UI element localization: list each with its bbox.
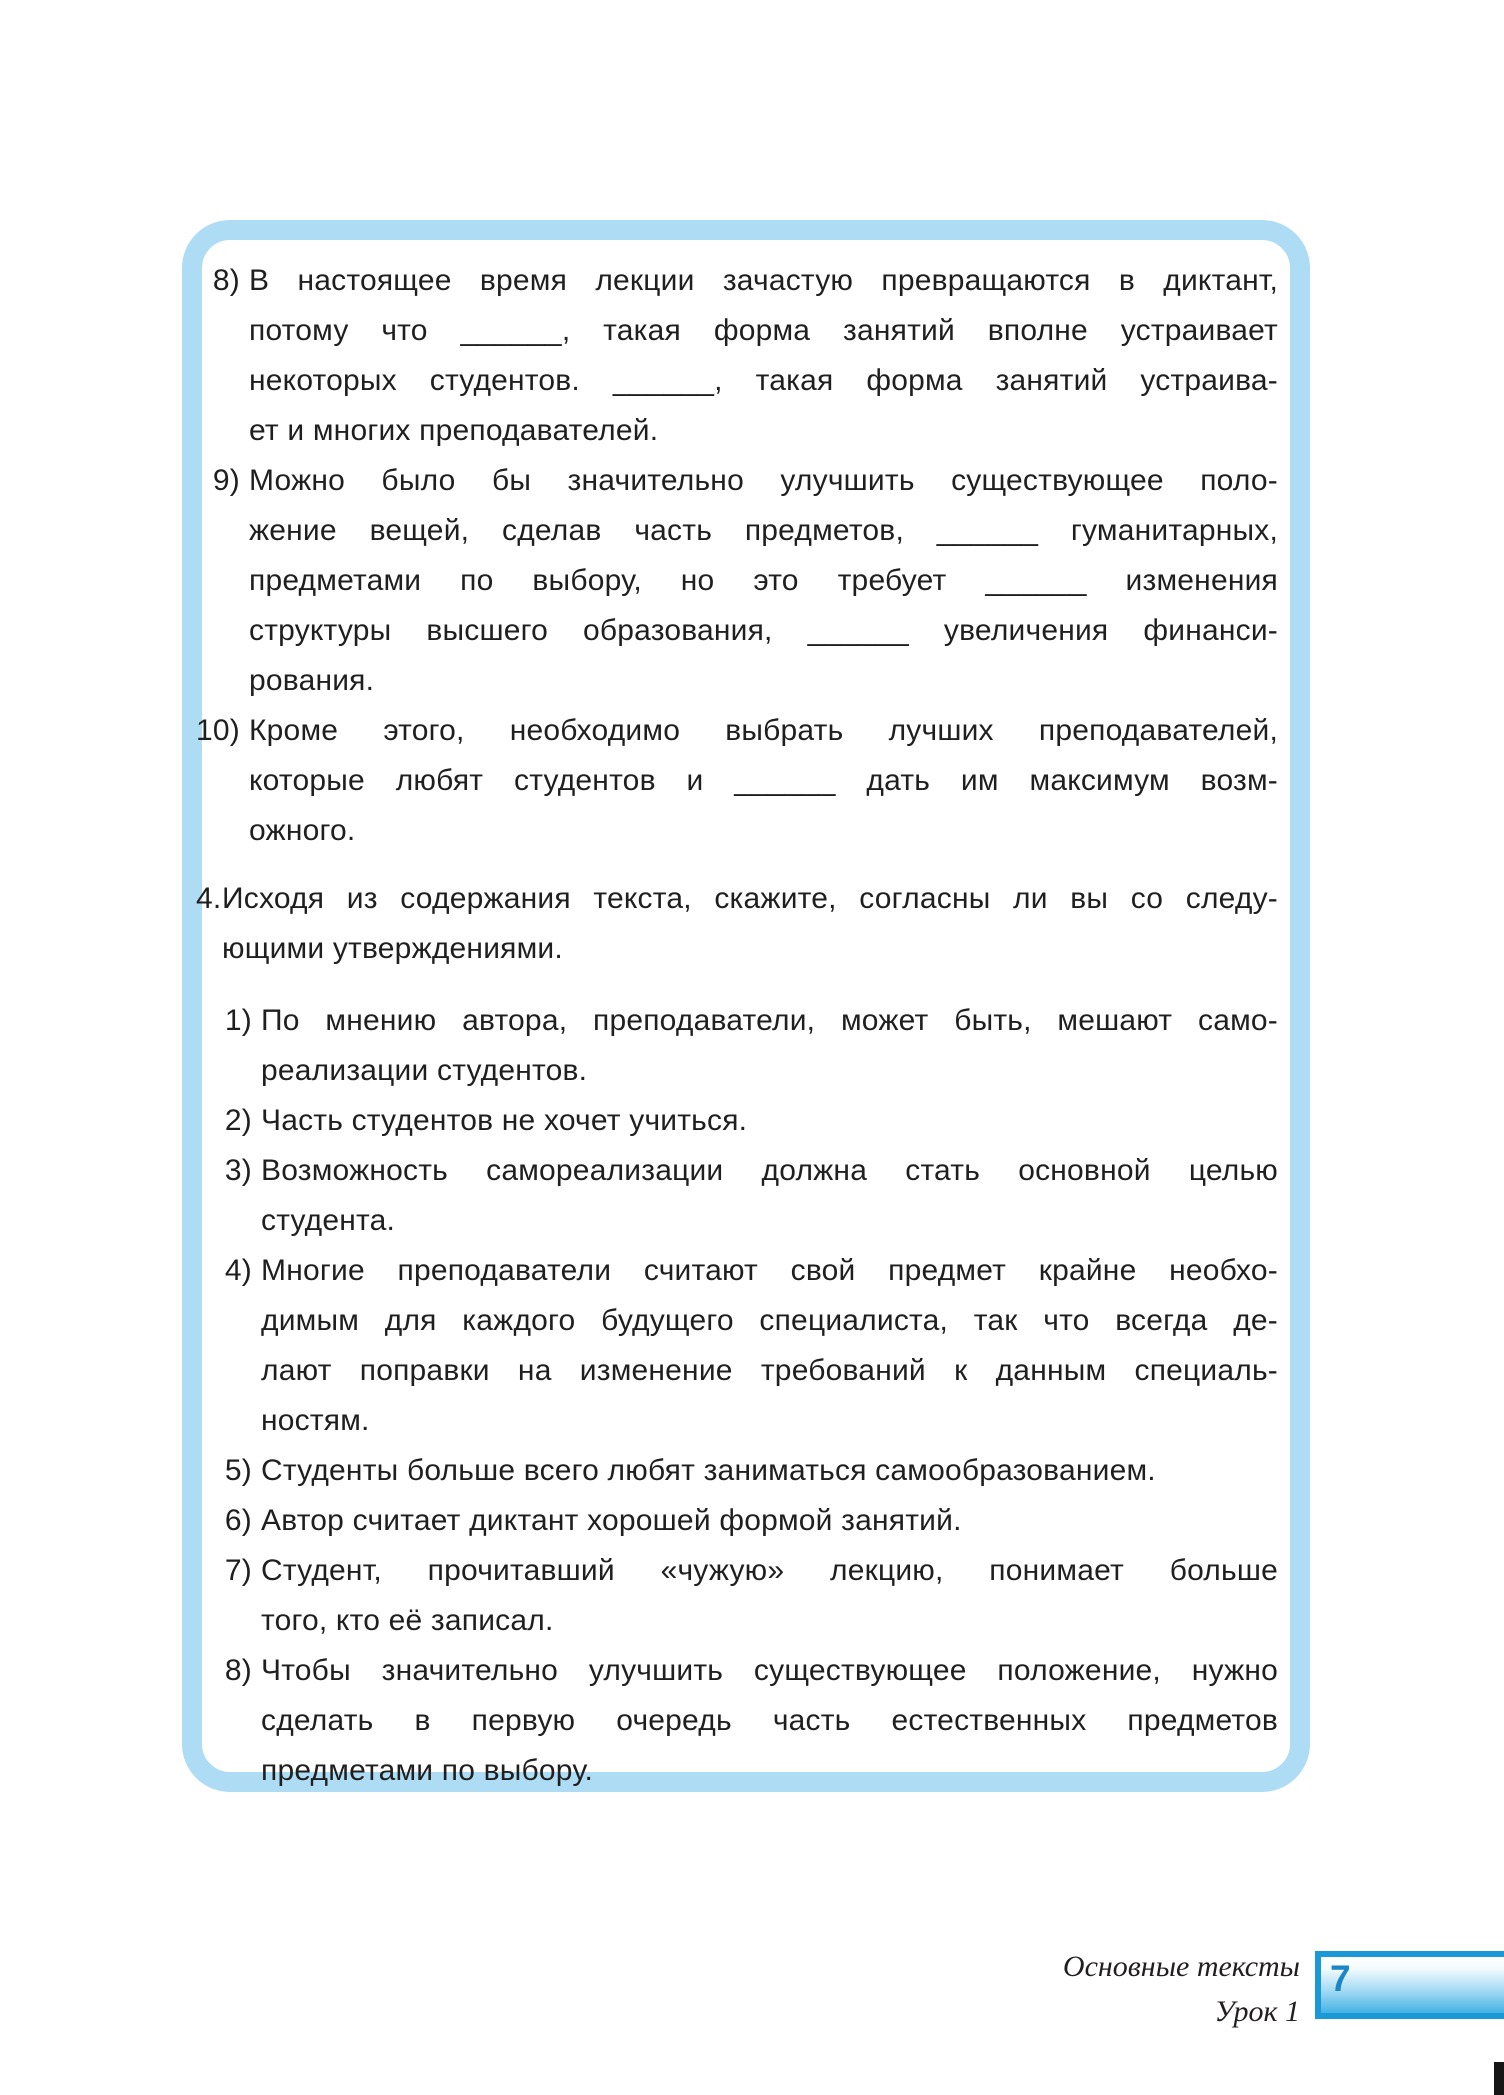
list-item (196, 1246, 1278, 1446)
list-item (196, 1496, 1278, 1546)
list-item (196, 706, 1278, 856)
text-line: реализации студентов. (261, 1054, 588, 1087)
item-number: 1) (224, 1004, 252, 1037)
fill-blank-items-list (196, 256, 1278, 856)
text-line: димым для каждого будущего специалиста, так что всегда де- (261, 1304, 1278, 1337)
item-lines (249, 256, 1278, 456)
item-number: 4) (224, 1254, 252, 1287)
item-number: 8) (212, 264, 240, 297)
text-line: лают поправки на изменение требований к данным специаль- (261, 1354, 1278, 1387)
list-item (196, 996, 1278, 1096)
text-line: сделать в первую очередь часть естественных предметов (261, 1704, 1278, 1737)
list-item (196, 1096, 1278, 1146)
text-line: Чтобы значительно улучшить существующее положение, нужно (261, 1654, 1278, 1687)
text-line: потому что ______, такая форма занятий вполне устраивает (249, 314, 1278, 347)
item-number: 8) (224, 1654, 252, 1687)
task-number: 4. (196, 882, 222, 915)
item-lines (261, 1096, 1278, 1146)
text-line: Студенты больше всего любят заниматься самообразованием. (261, 1454, 1156, 1487)
text-line: Многие преподаватели считают свой предмет крайне необхо- (261, 1254, 1278, 1287)
task-heading-lines (222, 874, 1278, 974)
page-number-badge (1315, 1951, 1504, 2019)
text-line: В настоящее время лекции зачастую превращаются в диктант, (249, 264, 1278, 297)
text-line: Автор считает диктант хорошей формой занятий. (261, 1504, 962, 1537)
item-number: 5) (224, 1454, 252, 1487)
text-line: жение вещей, сделав часть предметов, ______ гуманитарных, (249, 514, 1278, 547)
item-number: 9) (212, 464, 240, 497)
footer-section-title: Основные тексты (1062, 1950, 1300, 1983)
text-line: ностям. (261, 1404, 370, 1437)
footer-lesson-title: Урок 1 (1214, 1995, 1300, 2028)
exercise-text-column (196, 256, 1278, 1796)
page-number: 7 (1330, 1958, 1351, 1999)
item-lines (261, 1546, 1278, 1646)
item-lines (249, 456, 1278, 706)
text-line: Студент, прочитавший «чужую» лекцию, понимает больше (261, 1554, 1278, 1587)
list-item (196, 256, 1278, 456)
item-lines (261, 1496, 1278, 1546)
item-number: 6) (224, 1504, 252, 1537)
text-line: того, кто её записал. (261, 1604, 554, 1637)
text-line: структуры высшего образования, ______ увеличения финанси- (249, 614, 1278, 647)
running-footer (1063, 1944, 1300, 2034)
item-number: 10) (196, 714, 240, 747)
text-line: Можно было бы значительно улучшить существующее поло- (249, 464, 1278, 497)
text-line: По мнению автора, преподаватели, может быть, мешают само- (261, 1004, 1278, 1037)
text-line: ет и многих преподавателей. (249, 414, 659, 447)
text-line: ожного. (249, 814, 356, 847)
list-item (196, 456, 1278, 706)
text-line: предметами по выбору, но это требует ______ изменения (249, 564, 1278, 597)
item-lines (261, 1446, 1278, 1496)
text-line: Возможность самореализации должна стать основной целью (261, 1154, 1278, 1187)
list-item (196, 1546, 1278, 1646)
text-line: рования. (249, 664, 375, 697)
text-line: ющими утверждениями. (222, 932, 563, 965)
item-number: 2) (224, 1104, 252, 1137)
item-lines (261, 1646, 1278, 1796)
list-item (196, 1146, 1278, 1246)
list-item (196, 1646, 1278, 1796)
item-lines (261, 1146, 1278, 1246)
task4-heading (196, 874, 1278, 974)
list-item (196, 1446, 1278, 1496)
item-lines (261, 996, 1278, 1096)
item-lines (261, 1246, 1278, 1446)
text-line: которые любят студентов и ______ дать им максимум возм- (249, 764, 1278, 797)
item-number: 7) (224, 1554, 252, 1587)
text-line: Исходя из содержания текста, скажите, согласны ли вы со следу- (222, 882, 1278, 915)
text-line: некоторых студентов. ______, такая форма занятий устраива- (249, 364, 1278, 397)
text-line: Кроме этого, необходимо выбрать лучших преподавателей, (249, 714, 1278, 747)
scan-corner-artifact (1494, 2062, 1504, 2095)
text-line: предметами по выбору. (261, 1754, 594, 1787)
statements-list (196, 996, 1278, 1796)
text-line: Часть студентов не хочет учиться. (261, 1104, 748, 1137)
item-number: 3) (224, 1154, 252, 1187)
text-line: студента. (261, 1204, 396, 1237)
item-lines (249, 706, 1278, 856)
